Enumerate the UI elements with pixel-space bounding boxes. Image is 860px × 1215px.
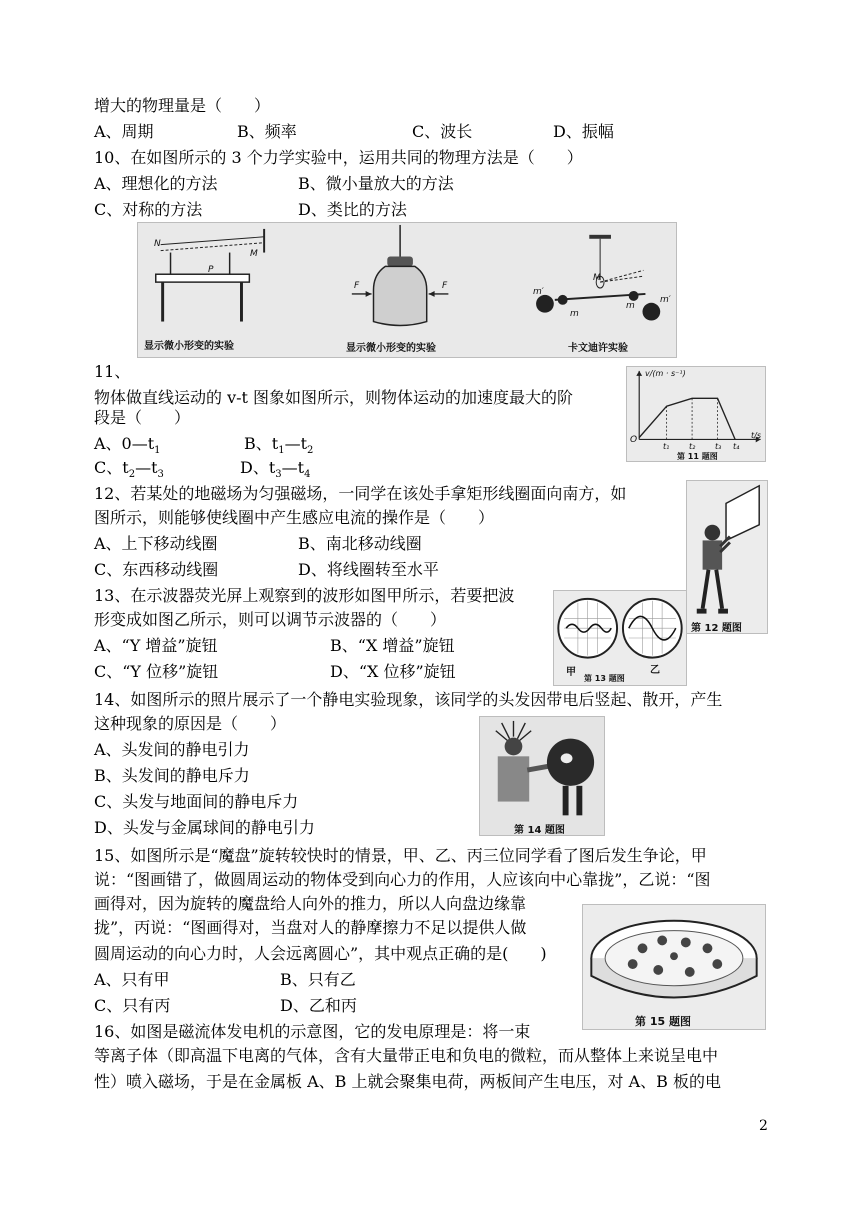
q11-option-b: B、$t_1—t_2$ [244,434,314,457]
fig10-label-m: M [250,249,258,259]
q12-option-a: A、上下移动线圈 [94,534,218,553]
q11-origin: O [630,435,638,445]
q14-figure-drawing [480,717,604,835]
q16-stem-3: 性）喷入磁场，于是在金属板 A、B 上就会聚集电荷，两板间产生电压，对 A、B 板的电 [94,1072,721,1091]
q11-tick-t4: t₄ [733,442,740,451]
q13-stem-2: 形变成如图乙所示，则可以调节示波器的（ ） [94,610,447,629]
fig10-label-n: N [154,239,161,249]
fig10-label-m-top: M [593,273,601,283]
q10-experiments-figure [137,222,677,358]
q15-stem-4: 拢”，丙说：“图画得对，当盘对人的静摩擦力不足以提供人做 [94,918,527,937]
q12-stem-1: 12、若某处的地磁场为匀强磁场，一同学在该处手拿矩形线圈面向南方，如 [94,484,627,503]
page-number: 2 [759,1118,768,1134]
q12-option-d: D、将线圈转至水平 [298,560,439,579]
q13-option-c: C、“Y 位移”旋钮 [94,662,219,681]
q13-option-a: A、“Y 增益”旋钮 [94,636,218,655]
q12-stem-2: 图所示，则能够使线圈中产生感应电流的操作是（ ） [94,508,495,527]
q16-stem-2: 等离子体（即高温下电离的气体，含有大量带正电和负电的微粒，而从整体上来说呈电中 [94,1046,719,1065]
q11-tick-t1: t₁ [663,442,670,451]
q12-figure-drawing [687,481,767,633]
q14-stem-2: 这种现象的原因是（ ） [94,714,287,733]
q10-option-b: B、微小量放大的方法 [298,174,454,193]
q14-option-c: C、头发与地面间的静电斥力 [94,792,299,811]
q15-stem-5: 圆周运动的向心力时，人会远离圆心”，其中观点正确的是( ) [94,944,547,963]
q14-static-photo [479,716,605,836]
fig10-caption-2: 显示微小形变的实验 [346,343,436,354]
q13-label-yi: 乙 [650,665,660,676]
q9-stem-tail: 增大的物理量是（ ） [94,96,271,115]
q13-label-jia: 甲 [566,667,576,678]
q15-option-a: A、只有甲 [94,970,170,989]
q16-stem-1: 16、如图是磁流体发电机的示意图，它的发电原理是：将一束 [94,1022,531,1041]
q12-caption: 第 12 题图 [691,623,742,634]
q14-option-b: B、头发间的静电斥力 [94,766,250,785]
q15-figure-drawing [583,905,765,1029]
fig10-label-m-left: m [570,309,579,319]
q11-option-d: D、$t_3—t_4$ [240,458,311,481]
q9-option-b: B、频率 [237,122,297,141]
q11-stem-2: 段是（ ） [94,408,191,427]
q10-option-d: D、类比的方法 [298,200,407,219]
q15-magic-disc-figure [582,904,766,1030]
q12-student-coil-figure [686,480,768,634]
q15-stem-2: 说：“图画错了，做圆周运动的物体受到向心力的作用，人应该向中心靠拢”，乙说：“图 [94,870,711,889]
q13-oscilloscope-figure [553,590,687,686]
q11-xlabel: t/s [751,431,761,440]
q11-option-a: A、$0—t_1$ [94,434,161,457]
q10-stem: 10、在如图所示的 3 个力学实验中，运用共同的物理方法是（ ） [94,148,583,167]
q13-stem-1: 13、在示波器荧光屏上观察到的波形如图甲所示，若要把波 [94,586,515,605]
q11-stem-1: 物体做直线运动的 v-t 图象如图所示，则物体运动的加速度最大的阶 [94,388,574,407]
q15-stem-1: 15、如图所示是“魔盘”旋转较快时的情景，甲、乙、丙三位同学看了图后发生争论，甲 [94,846,707,865]
q13-caption: 第 13 题图 [584,674,625,683]
q15-option-c: C、只有丙 [94,996,171,1015]
q9-option-c: C、波长 [412,122,473,141]
fig10-label-f-right: F [442,281,448,291]
q10-option-a: A、理想化的方法 [94,174,218,193]
q11-tick-t2: t₂ [689,442,696,451]
fig10-caption-3: 卡文迪许实验 [568,343,628,354]
q15-option-d: D、乙和丙 [280,996,357,1015]
q10-option-c: C、对称的方法 [94,200,203,219]
q13-option-b: B、“X 增益”旋钮 [330,636,455,655]
fig10-label-f-left: F [354,281,360,291]
fig10-label-m-prime-left: m′ [533,287,544,297]
q15-option-b: B、只有乙 [280,970,356,989]
q13-option-d: D、“X 位移”旋钮 [330,662,456,681]
q14-stem-1: 14、如图所示的照片展示了一个静电实验现象，该同学的头发因带电后竖起、散开，产生 [94,690,723,709]
q11-tick-t3: t₃ [715,442,722,451]
q14-option-a: A、头发间的静电引力 [94,740,250,759]
fig10-caption-1: 显示微小形变的实验 [144,341,234,352]
q9-option-a: A、周期 [94,122,154,141]
fig10-label-m-prime-right: m′ [660,295,671,305]
q11-caption: 第 11 题图 [677,452,718,461]
q9-option-d: D、振幅 [553,122,614,141]
q14-caption: 第 14 题图 [514,825,565,836]
q14-option-d: D、头发与金属球间的静电引力 [94,818,315,837]
q11-option-c: C、$t_2—t_3$ [94,458,164,481]
q11-graph-drawing [627,367,765,461]
q11-vt-graph [626,366,766,462]
fig10-label-p: P [208,265,214,275]
q11-ylabel: v/(m · s⁻¹) [645,369,686,378]
q11-number: 11、 [94,362,131,381]
q12-option-c: C、东西移动线圈 [94,560,219,579]
q15-caption: 第 15 题图 [635,1015,691,1028]
q12-option-b: B、南北移动线圈 [298,534,422,553]
fig10-label-m-right: m [626,301,635,311]
q15-stem-3: 画得对，因为旋转的魔盘给人向外的推力，所以人向盘边缘靠 [94,894,527,913]
